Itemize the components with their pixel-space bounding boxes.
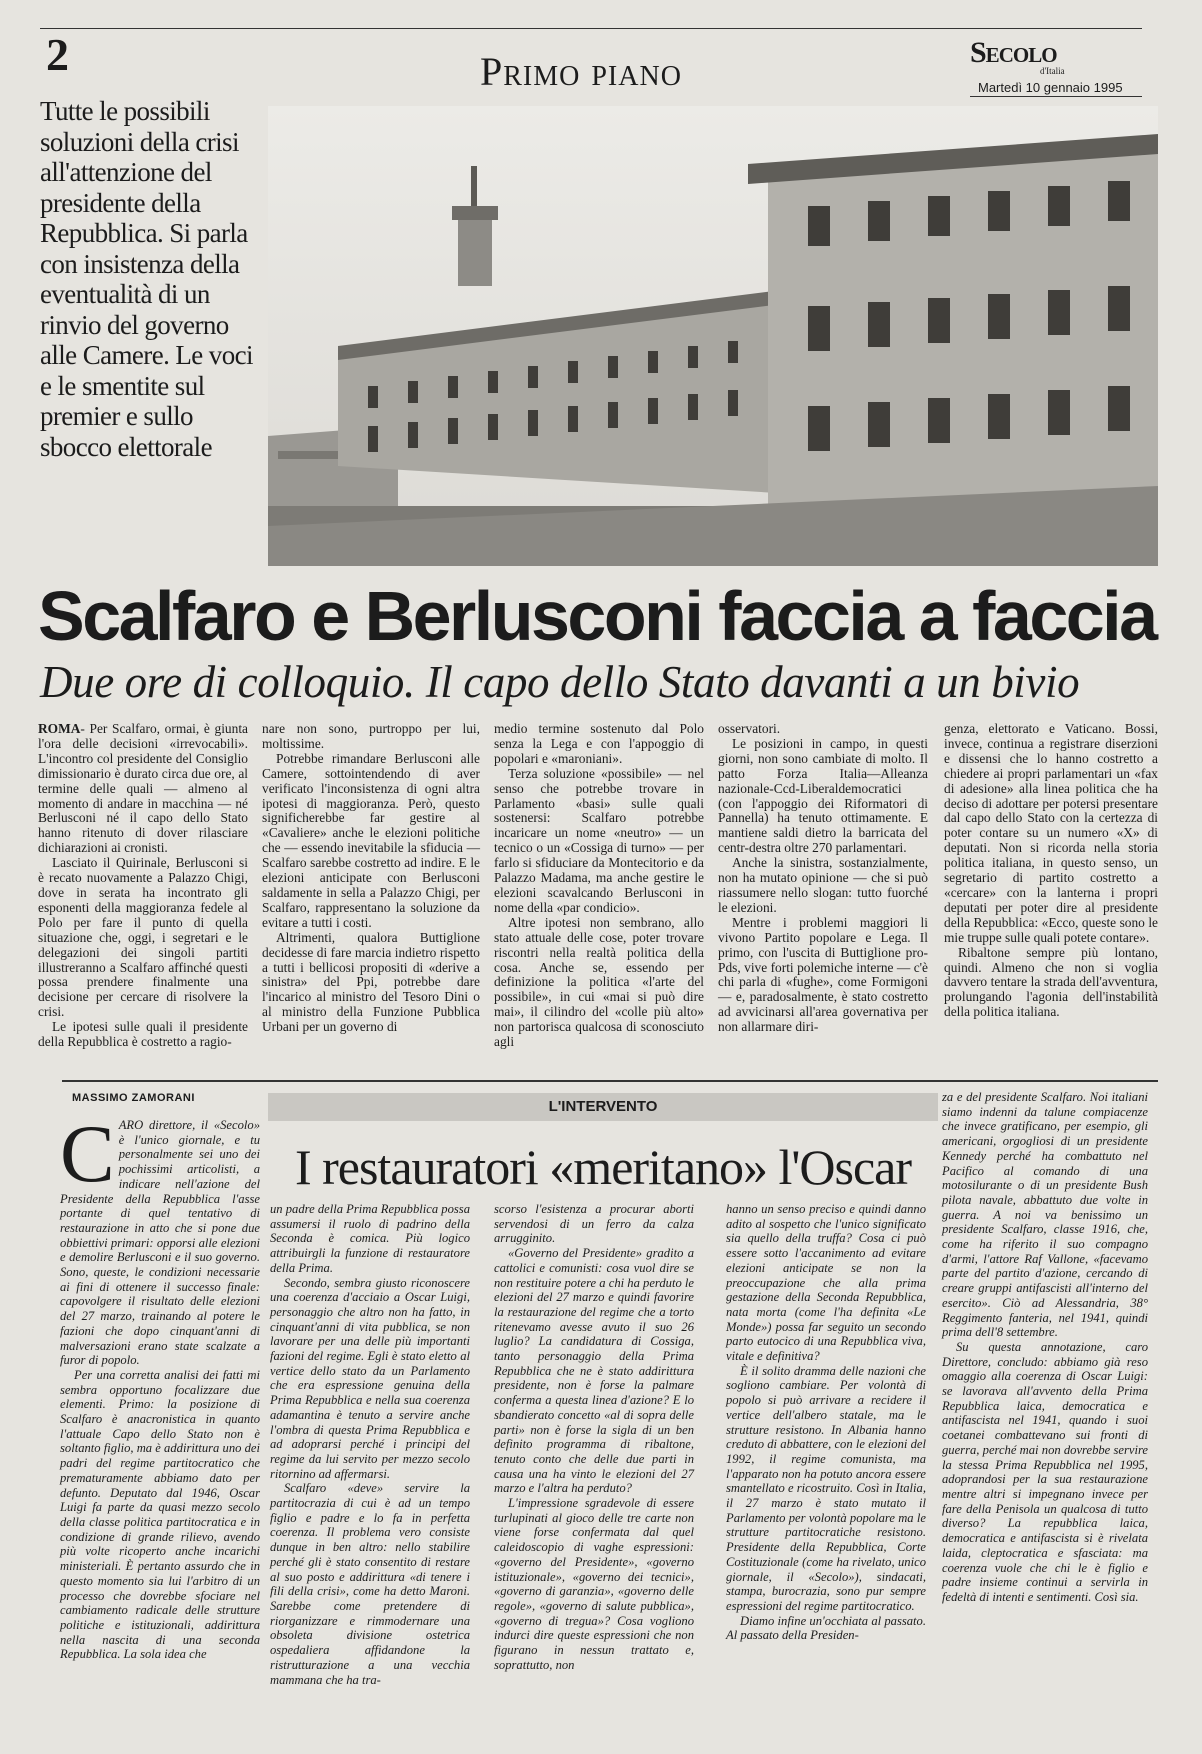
article-paragraph: Lasciato il Quirinale, Berlusconi si è recato nuovamente a Palazzo Chigi, dove in serata ha incontrato gli esponenti della maggioranza fedele al Polo per fare il punto di quella situazione che, oggi, i segretari e le delegazioni dei singoli partiti illustreranno a Scalfaro affinché questi possa prendere finalmente una decisione per cercare di risolvere la crisi. <box>38 855 248 1020</box>
section-title: Primo piano <box>480 49 682 94</box>
article-column-3 <box>494 722 704 1050</box>
opinion-paragraph: Su questa annotazione, caro Direttore, concludo: abbiamo già reso omaggio alla coerenza di Oscar Luigi: se lavorava all'avvento della Prima Repubblica laica, democratica e antifascista nel 1941, quando i suoi coetanei combattevano sui fronti di guerra, perché mai non dovrebbe servire la stessa Prima Repubblica nel 1995, adoprandosi per la sua restaurazione mentre altri si impegnano invece per fare della Penisola un qualcosa di tutto diverso? La repubblica laica, democratica e antifascista si è rivelata laida, cleptocratica e sfasciata: ma coerenza vuole che chi le è figlio e padre insieme continui a servirla in fedeltà di intenti e sentimenti. Così sia. <box>942 1339 1148 1604</box>
subheadline: Due ore di colloquio. Il capo dello Stato davanti a un bivio <box>40 657 1080 707</box>
opinion-paragraph: Secondo, sembra giusto riconoscere una coerenza d'acciaio a Oscar Luigi, personaggio che altro non ha fatto, in cinquant'anni di vita pubblica, se non lavorare per una delle più importanti fazioni del regime. Egli è stato eletto al vertice dello stato da un Parlamento che era espressione genuina della Prima Repubblica e nella sua coerenza adamantina è tenuto a servire anche l'ombra di questa Prima Repubblica e ad adoprarsi perché i principi del regime da lui servito per mezzo secolo ritornino ad affermarsi. <box>270 1275 470 1481</box>
drop-cap: C <box>60 1108 115 1199</box>
article-paragraph: ROMA- Per Scalfaro, ormai, è giunta l'ora delle decisioni «irrevocabili». L'incontro col presidente del Consiglio dimissionario è durato circa due ore, al termine delle quali — almeno al momento di andare in macchina — né Berlusconi né il capo dello Stato hanno ritenuto di dover rilasciare dichiarazioni ai cronisti. <box>38 721 248 856</box>
article-column-2 <box>262 722 480 1035</box>
article-paragraph: genza, elettorato e Vaticano. Bossi, invece, continua a registrare diserzioni e dissensi che lo hanno costretto a chiedere ai propri parlamentari un «fax di adesione» alla linea politica che ha deciso di adottare per potersi presentare dal capo dello Stato con la certezza di poter contare su un numero «X» di deputati. Non si ricorda nella storia politica italiana, in questo senso, un segretario di partito costretto a «cercare» con la lanterna i propri deputati per poter dire al presidente della Repubblica: «Ecco, queste sono le mie truppe sulle quali potete contare». <box>944 721 1158 945</box>
opinion-paragraph: hanno un senso preciso e quindi danno adito al sospetto che l'unico significato sia quello della truffa? Cosa ci può essere sotto l'accanimento ad evitare elezioni anticipate se non la preoccupazione che alla prima gestazione della Seconda Repubblica, nata morta (come l'ha definita «Le Monde») possa far seguito un secondo parto eutocico di una Repubblica viva, vitale e definitiva? <box>726 1202 926 1364</box>
date-rule <box>970 96 1142 97</box>
article-paragraph: Altrimenti, qualora Buttiglione decidesse di fare marcia indietro rispetto a tutti i bellicosi propositi di «derive a sinistra» del Ppi, potrebbe dare l'incarico al ministro del Tesoro Dini o al ministro della Funzione Pubblica Urbani per un governo di <box>262 929 480 1035</box>
newspaper-logo: Secolo <box>970 36 1057 69</box>
palazzo-quirinale-photo <box>268 106 1158 566</box>
article-paragraph: Altre ipotesi non sembrano, allo stato attuale delle cose, poter trovare riscontri nella realtà politica della cosa. Anche se, essendo per definizione la politica «l'arte del possibile», in cui «mai si può dire mai», il cilindro del «colle più alto» non partorisca qualcosa di sconosciuto agli <box>494 914 704 1050</box>
opinion-paragraph: È il solito dramma delle nazioni che sogliono cambiare. Per volontà di popolo si può arrivare a recidere il vertice dell'albero statale, ma le strutture resistono. In Albania hanno creduto di abbattere, con le elezioni del 1992, il regime comunista, ma l'apparato non ha potuto ancora essere smantellato e ricostruito. Così in Italia, il 27 marzo è stato mutato il Parlamento per volontà popolare ma le strutture partitocratiche resistono. Presidente della Repubblica, Corte Costituzionale (come ha rivelato, unico giornale, il «Secolo»), sindacati, stampa, burocrazia, sono pur sempre espressioni del regime partitocratico. <box>726 1363 926 1613</box>
page-number: 2 <box>46 29 69 80</box>
opinion-column-2 <box>270 1202 470 1687</box>
opinion-paragraph: scorso l'esistenza a procurar aborti servendosi di un ferro da calza arrugginito. <box>494 1202 694 1246</box>
opinion-paragraph: «Governo del Presidente» gradito a cattolici e comunisti: cosa vuol dire se non restituire potere a chi ha perduto le elezioni del 27 marzo e quindi favorire la restaurazione del regime che a torto ritenevamo avesse avuto il suo 26 luglio? La candidatura di Cossiga, tanto personaggio della Prima Repubblica che ne è stato addirittura presidente, non è forse la palmare conferma a questa linea d'azione? E lo sbandierato concetto «al di sopra delle parti» non è forse la sigla di un ben definito programma di ribaltone, tenuto conto che delle due parti in causa una ha vinto le elezioni del 27 marzo e l'altra ha perduto? <box>494 1246 694 1496</box>
dateline: ROMA <box>38 721 81 736</box>
article-paragraph: Terza soluzione «possibile» — nel senso che potrebbe trovare in Parlamento «basi» sulle quali sostenersi: Scalfaro potrebbe incaricare un nome «neutro» — un tecnico o un «Cossiga di turno» — per farlo si sfiduciare da Montecitorio e da Palazzo Madama, ma anche gestire le elezioni scavalcando Berlusconi in nome della «par condicio». <box>494 765 704 915</box>
opinion-column-4 <box>726 1202 926 1643</box>
opinion-author: MASSIMO ZAMORANI <box>72 1092 195 1104</box>
opinion-paragraph: Per una corretta analisi dei fatti mi sembra opportuno focalizzare due elementi. Primo: la posizione di Scalfaro è anacronistica in quanto l'attuale Capo dello Stato non è soltanto figlio, ma è addirittura uno dei padri del regime partitocratico che prematuramente abbiamo dato per defunto. Deputato dal 1946, Oscar Luigi fa parte da quasi mezzo secolo della classe politica partitocratica e in condizione di grande rilievo, avendo più volte ricoperto anche incarichi ministeriali. È pertanto assurdo che in questo momento sia lui l'arbitro di un processo che dovrebbe sfociare nel cambiamento radicale delle strutture politiche e istituzionali, addirittura nella nascita di una seconda Repubblica. La sola idea che <box>60 1367 260 1662</box>
opinion-paragraph: un padre della Prima Repubblica possa assumersi il ruolo di padrino della Seconda è comica. Più logico attribuirgli la funzione di restauratore della Prima. <box>270 1202 470 1275</box>
opinion-column-5 <box>942 1090 1148 1605</box>
article-paragraph: Ribaltone sempre più lontano, quindi. Almeno che non si voglia davvero tentare la strada dell'avventura, prolungando l'agonia dell'instabilità della politica italiana. <box>944 944 1158 1020</box>
article-paragraph: Potrebbe rimandare Berlusconi alle Camere, sottointendendo di aver verificato l'inconsistenza di ogni altra ipotesi di maggioranza. Però, questo significherebbe far gestire al «Cavaliere» anche le elezioni politiche che — essendo inevitabile la sfiducia — Scalfaro sarebbe costretto ad indire. E le elezioni anticipate con Berlusconi saldamente in sella a Palazzo Chigi, per Scalfaro, rappresentano la soluzione da evitare a tutti i costi. <box>262 750 480 930</box>
summary-text: Tutte le possibili soluzioni della crisi all'attenzione del presidente della Repubblica. Si parla con insistenza della eventualità di un rinvio del governo alle Camere. Le voci e le smentite sul premier e sullo sbocco elettorale <box>40 96 253 462</box>
opinion-paragraph: za e del presidente Scalfaro. Noi italiani siamo indenni da talune compiacenze che invece gratificano, per esempio, gli americani, orgogliosi di un presidente Kennedy perché ha combattuto nel Pacifico al comando di una motosilurante o di un presidente Bush pilota navale, abbattuto due volte in guerra. A noi va benissimo un presidente Scalfaro, classe 1916, che, come ha riferito il suo compagno d'armi, l'attore Raf Vallone, «facevamo parte del partito d'azione, cercando di creare gruppi antifascisti all'interno del esercito». Ciò ad Alessandria, 38° Reggimento fanteria, nel 1941, quindi prima dell'8 settembre. <box>942 1090 1148 1340</box>
article-column-1 <box>38 722 248 1050</box>
opinion-paragraph: CARO direttore, il «Secolo» è l'unico giornale, e tu personalmente sei uno dei pochissimi articolisti, a indicare nell'azione del Presidente della Repubblica l'asse portante di quel tentativo di restaurazione in atto che si pone due obbiettivi primari: opporsi alle elezioni e demolire Berlusconi e il suo governo. Sono, queste, le condizioni necessarie ai fini di ottenere il successo finale: capovolgere il risultato delle elezioni del 27 marzo, trainando al potere le fazioni che dopo cinquant'anni di malversazioni erano state scalzate a furor di popolo. <box>60 1108 260 1368</box>
headline: Scalfaro e Berlusconi faccia a faccia <box>38 577 1156 655</box>
article-paragraph: Le posizioni in campo, in questi giorni, non sono cambiate di molto. Il patto Forza Italia—Alleanza nazionale-Ccd-Liberaldemocratici (con l'appoggio dei Riformatori di Pannella) ha tenuto ottimamente. E mantiene saldi dietro la barricata del centr-destra oltre 270 parlamentari. <box>718 735 928 856</box>
article-paragraph: medio termine sostenuto dal Polo senza la Lega e con l'appoggio di popolari e «maroniani». <box>494 721 704 766</box>
article-paragraph: Le ipotesi sulle quali il presidente della Repubblica è costretto a ragio- <box>38 1019 248 1050</box>
newspaper-logo-sub: d'Italia <box>1040 66 1065 76</box>
opinion-paragraph: L'impressione sgradevole di essere turlupinati al gioco delle tre carte non viene forse confermata dal quel caleidoscopio di vaghe espressioni: «governo del Presidente», «governo istituzionale», «governo dei tecnici», «governo di garanzia», «governo delle regole», «governo di salute pubblica», «governo di tregua»? Cosa vogliono indurci dire queste espressioni che non figurano in nessun trattato e, soprattutto, non <box>494 1496 694 1672</box>
opinion-tag: L'INTERVENTO <box>268 1093 938 1121</box>
article-column-4 <box>718 722 928 1035</box>
opinion-column-3 <box>494 1202 694 1673</box>
header-rule <box>40 28 1142 29</box>
article-column-5 <box>944 722 1158 1020</box>
issue-date: Martedì 10 gennaio 1995 <box>978 80 1123 95</box>
opinion-column-1 <box>60 1108 260 1662</box>
article-paragraph: Anche la sinistra, sostanzialmente, non ha mutato opinione — che si può riassumere nello slogan: tutto fuorché le elezioni. <box>718 855 928 915</box>
opinion-paragraph: Diamo infine un'occhiata al passato. Al passato della Presiden- <box>726 1613 926 1643</box>
article-paragraph: Mentre i problemi maggiori li vivono Partito popolare e Lega. Il primo, con l'uscita di Buttiglione pro-Pds, vive forti polemiche interne — c'è chi parla di «fughe», come Formigoni — e, paradosalmente, è stato costretto ad avvicinarsi all'area governativa per non allarmare diri- <box>718 914 928 1035</box>
article-paragraph: osservatori. <box>718 721 781 736</box>
opinion-title: I restauratori «meritano» l'Oscar <box>294 1139 912 1195</box>
article-paragraph: nare non sono, purtroppo per lui, moltissime. <box>262 721 480 751</box>
opinion-paragraph: Scalfaro «deve» servire la partitocrazia di cui è ad un tempo figlio e padre e lo fa in perfetta coerenza. Il problema vero consiste dunque in ben altro: nello stabilire perché gli è stato consentito di restare al suo posto e addirittura «di tenere i fili della crisi», come ha detto Maroni. Sarebbe come pretendere di riorganizzare e rimmodernare una obsoleta divisione ostetrica ospedaliera affidandone la ristrutturazione a una vecchia mammana che ha tra- <box>270 1481 470 1687</box>
